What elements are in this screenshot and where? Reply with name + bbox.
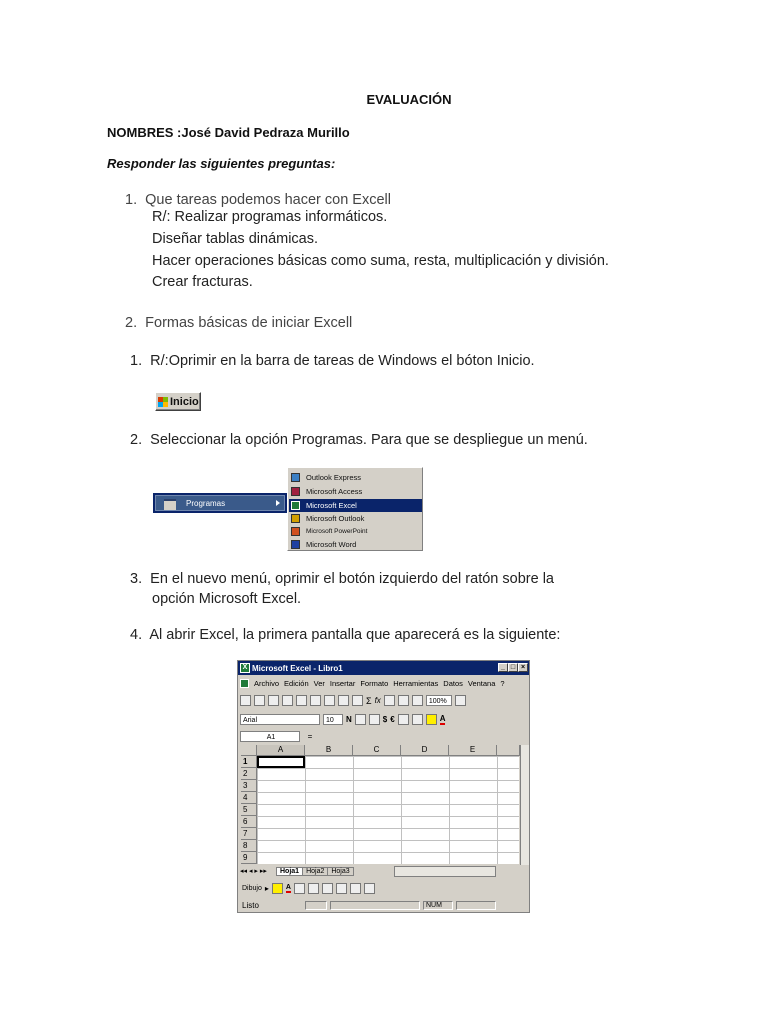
step-2 [130, 432, 588, 448]
sheet-tab[interactable]: Hoja2 [303, 867, 328, 876]
step-3 [130, 571, 554, 587]
menu-formato[interactable]: Formato [360, 678, 389, 688]
textbox-icon[interactable] [308, 883, 319, 894]
column-header[interactable]: A [257, 745, 305, 756]
submenu-item-label: Microsoft Access [306, 487, 363, 496]
submenu-arrow-icon [276, 500, 280, 506]
align-left-icon[interactable] [355, 714, 366, 725]
rectangle-icon[interactable] [294, 883, 305, 894]
column-header[interactable]: E [449, 745, 497, 756]
row-header[interactable]: 8 [241, 840, 257, 852]
menu-datos[interactable]: Datos [443, 678, 463, 688]
start-button-label: Inicio [170, 395, 199, 408]
decimal-icon[interactable] [398, 714, 409, 725]
step-4 [130, 627, 560, 643]
font-size-field[interactable]: 10 [323, 714, 343, 725]
excel-title-bar [238, 661, 529, 675]
names-line: NOMBRES :José David Pedraza Murillo [107, 125, 350, 140]
column-header[interactable]: D [401, 745, 449, 756]
submenu-item-label: Microsoft Word [306, 540, 357, 549]
bold-icon[interactable]: N [346, 715, 352, 724]
menu-edicion[interactable]: Edición [284, 678, 309, 688]
question-2-number: 2. [125, 315, 138, 331]
select-arrow-icon[interactable]: ▸ [264, 883, 269, 893]
preview-icon[interactable] [296, 695, 307, 706]
powerpoint-icon [291, 527, 300, 536]
select-all-corner[interactable] [241, 745, 257, 756]
submenu-item-label: Microsoft Excel [306, 501, 357, 510]
submenu-item-access[interactable] [289, 485, 422, 498]
3d-icon[interactable] [350, 883, 361, 894]
font-color-icon[interactable]: A [439, 714, 446, 723]
fill-icon[interactable] [272, 883, 283, 894]
standard-toolbar [240, 692, 528, 709]
question-1-number: 1. [125, 192, 138, 208]
submenu-item-outlook[interactable] [289, 512, 422, 525]
question-2-text: Formas básicas de iniciar Excell [145, 315, 353, 331]
redo-icon[interactable] [338, 695, 349, 706]
document-title: EVALUACIÓN [366, 92, 452, 107]
currency-icon[interactable]: $ [382, 715, 388, 724]
row-header[interactable]: 3 [241, 780, 257, 792]
status-box [330, 901, 420, 910]
row-header[interactable]: 2 [241, 768, 257, 780]
menu-insertar[interactable]: Insertar [329, 678, 356, 688]
fill-color-icon[interactable] [426, 714, 437, 725]
step-2-text: Seleccionar la opción Programas. Para que se despliegue un menú. [150, 432, 588, 448]
clipart-icon[interactable] [322, 883, 333, 894]
row-header[interactable]: 4 [241, 792, 257, 804]
menu-ventana[interactable]: Ventana [467, 678, 496, 688]
submenu-item-label: Microsoft Outlook [306, 514, 365, 523]
excel-icon: X [240, 663, 250, 673]
open-icon[interactable] [254, 695, 265, 706]
step-3-line-1: En el nuevo menú, oprimir el botón izquierdo del ratón sobre la [150, 571, 554, 587]
menu-archivo[interactable]: Archivo [254, 678, 280, 688]
undo-icon[interactable] [324, 695, 335, 706]
cell-grid[interactable] [257, 756, 519, 864]
programs-label: Programas [186, 498, 226, 508]
drawing-toolbar [238, 879, 529, 897]
excel-doc-icon [240, 679, 249, 688]
status-box [305, 901, 327, 910]
menu-help[interactable]: ? [500, 678, 505, 688]
status-box [456, 901, 496, 910]
active-cell[interactable] [257, 756, 305, 768]
instructions: Responder las siguientes preguntas: [107, 156, 336, 171]
row-header[interactable]: 9 [241, 852, 257, 864]
answer-3: Hacer operaciones básicas como suma, resta, multiplicación y división. [152, 253, 609, 269]
num-lock-indicator: NUM [423, 901, 453, 910]
chart-icon[interactable] [412, 695, 423, 706]
excel-window-title: Microsoft Excel - Libro1 [252, 663, 343, 673]
programs-submenu [287, 467, 423, 551]
formula-sign: = [307, 732, 313, 741]
sheet-tab[interactable]: Hoja1 [276, 867, 303, 876]
formula-bar [240, 728, 528, 745]
submenu-item-excel[interactable] [289, 499, 422, 512]
row-header[interactable]: 7 [241, 828, 257, 840]
draw-menu[interactable]: Dibujo [242, 884, 262, 892]
zoom-field[interactable]: 100% [426, 695, 452, 706]
autosum-icon[interactable]: Σ [366, 695, 372, 706]
new-icon[interactable] [240, 695, 251, 706]
sheet-tab-bar [238, 865, 529, 877]
answer-4: Crear fracturas. [152, 274, 253, 290]
access-icon [291, 487, 300, 496]
submenu-item-outlook-express[interactable] [289, 471, 422, 484]
euro-icon[interactable]: € [390, 715, 395, 724]
programs-folder-icon [164, 499, 176, 510]
programs-menu-item[interactable] [153, 493, 287, 513]
function-icon[interactable]: fx [374, 696, 381, 705]
help-icon[interactable] [455, 695, 466, 706]
submenu-item-powerpoint[interactable] [289, 525, 422, 538]
line-style-icon[interactable] [364, 883, 375, 894]
row-header[interactable]: 1 [241, 756, 257, 768]
sheet-nav-arrows-icon[interactable]: ◂◂ ◂ ▸ ▸▸ [240, 868, 267, 875]
save-icon[interactable] [268, 695, 279, 706]
menu-herramientas[interactable]: Herramientas [393, 678, 439, 688]
paste-icon[interactable] [310, 695, 321, 706]
column-header-partial[interactable] [497, 745, 520, 756]
sort-asc-icon[interactable] [384, 695, 395, 706]
border-icon[interactable] [412, 714, 423, 725]
font-field[interactable]: Arial [240, 714, 320, 725]
step-3-number: 3. [130, 571, 143, 587]
step-3-line-2: opción Microsoft Excel. [152, 591, 302, 607]
horizontal-scrollbar[interactable] [394, 866, 496, 877]
name-box[interactable]: A1 [240, 731, 300, 742]
submenu-item-label: Microsoft PowerPoint [306, 528, 368, 535]
question-1-text: Que tareas podemos hacer con Excell [145, 192, 391, 208]
maximize-icon[interactable]: □ [508, 663, 518, 672]
excel-menu-bar [238, 676, 529, 690]
submenu-item-word[interactable] [289, 538, 422, 551]
row-header[interactable]: 5 [241, 804, 257, 816]
format-toolbar [240, 711, 528, 728]
minimize-icon[interactable]: _ [498, 663, 508, 672]
step-1-text: Oprimir en la barra de tareas de Windows el bóton Inicio. [168, 353, 535, 369]
column-header[interactable]: C [353, 745, 401, 756]
status-text: Listo [242, 901, 259, 910]
start-button[interactable] [155, 392, 201, 411]
status-bar [238, 899, 529, 912]
step-1 [130, 353, 535, 369]
vertical-scrollbar[interactable] [520, 745, 530, 865]
shadow-icon[interactable] [336, 883, 347, 894]
excel-icon [291, 501, 300, 510]
step-4-number: 4. [130, 627, 143, 643]
menu-ver[interactable]: Ver [313, 678, 325, 688]
excel-window-screenshot [237, 660, 530, 913]
step-4-text: Al abrir Excel, la primera pantalla que aparecerá es la siguiente: [149, 627, 561, 643]
sheet-tab[interactable]: Hoja3 [328, 867, 353, 876]
question-1 [125, 192, 391, 208]
text-color-icon[interactable]: A [285, 883, 291, 891]
windows-logo-icon [158, 397, 168, 407]
submenu-item-label: Outlook Express [306, 473, 362, 482]
step-2-number: 2. [130, 432, 143, 448]
programs-menu-screenshot [153, 467, 423, 551]
outlook-icon [291, 514, 300, 523]
align-center-icon[interactable] [369, 714, 380, 725]
step-1-prefix: R/: [150, 353, 169, 369]
step-1-number: 1. [130, 353, 143, 369]
row-header[interactable]: 6 [241, 816, 257, 828]
word-icon [291, 540, 300, 549]
hyperlink-icon[interactable] [352, 695, 363, 706]
sort-desc-icon[interactable] [398, 695, 409, 706]
column-header[interactable]: B [305, 745, 353, 756]
answer-2: Diseñar tablas dinámicas. [152, 231, 319, 247]
print-icon[interactable] [282, 695, 293, 706]
outlook-express-icon [291, 473, 300, 482]
close-icon[interactable]: × [518, 663, 528, 672]
answer-1: R/: Realizar programas informáticos. [152, 209, 388, 225]
question-2 [125, 315, 352, 331]
